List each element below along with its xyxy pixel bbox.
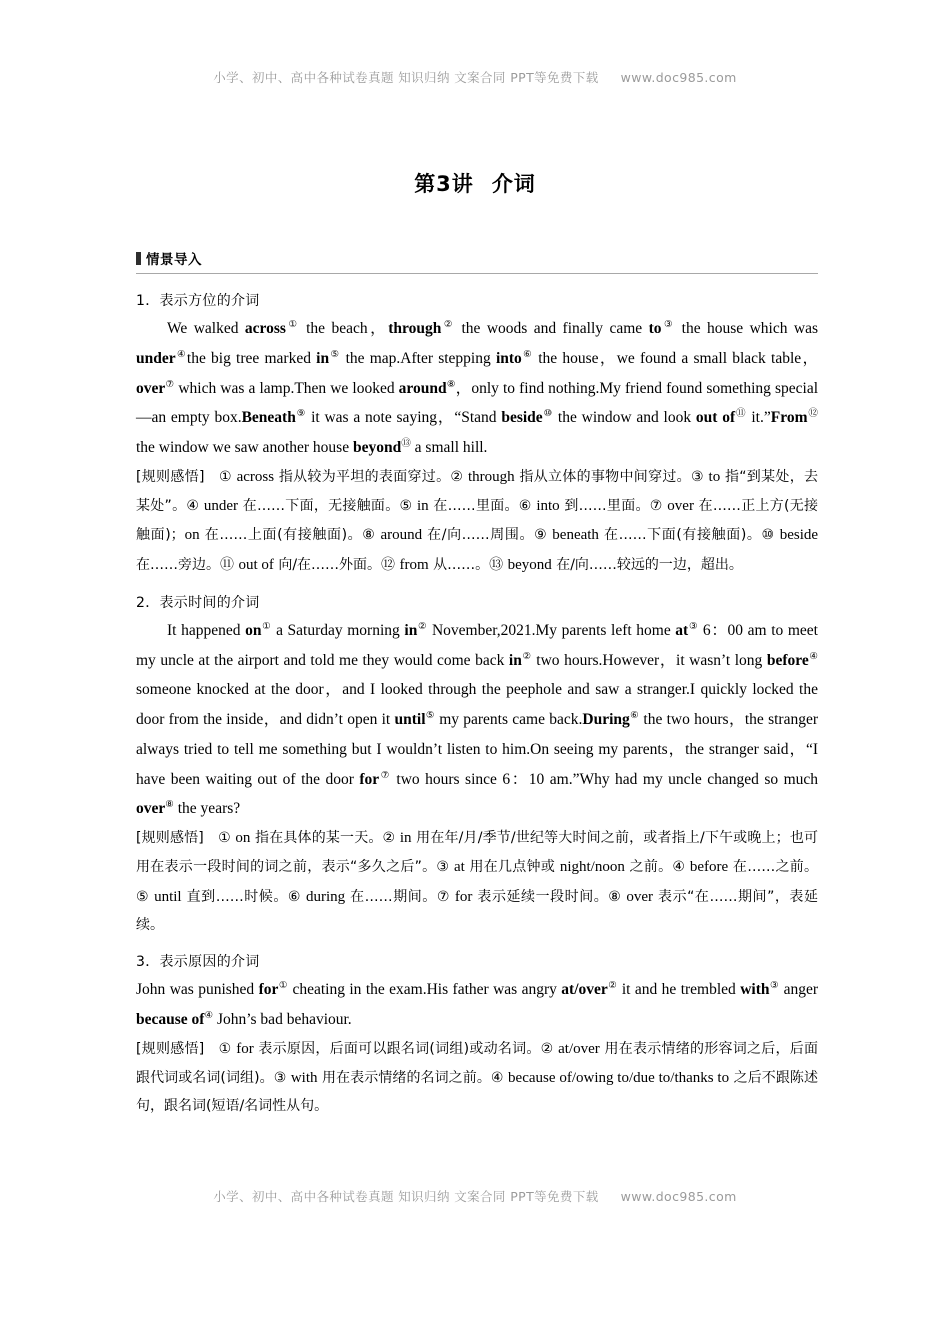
section-header-label: 情景导入: [146, 252, 202, 268]
page-title: [0, 168, 950, 198]
item-heading-2: 2．表示时间的介词: [136, 594, 260, 611]
watermark-url-bottom: www.doc985.com: [620, 1189, 737, 1204]
watermark-text: 小学、初中、高中各种试卷真题 知识归纳 文案合同 PPT等免费下载: [213, 70, 599, 85]
watermark-bottom: [0, 1187, 950, 1205]
item-passage-3: John was punished for① cheating in the exam.His father was angry at/over② it and he trembled with③ anger because of④ John’s bad behaviour.: [136, 979, 818, 1028]
item-block-2: [136, 592, 818, 939]
watermark-text-bottom: 小学、初中、高中各种试卷真题 知识归纳 文案合同 PPT等免费下载: [213, 1189, 599, 1204]
item-heading-3: 3．表示原因的介词: [136, 954, 260, 971]
item-rule-1: [规则感悟] ① across 指从较为平坦的表面穿过。② through 指从立体的事物中间穿过。③ to 指“到某处，去某处”。④ under 在……下面，无接触面。⑤ in 在……里面。⑥ into 到……里面。⑦ over 在……正上方(无接触面)；on 在……上面(有接触面)。⑧ around 在/向……周围。⑨ beneath 在……下面(有接触面)。⑩ beside 在……旁边。⑪ out of 向/在……外面。⑫ from 从……。⑬ beyond 在/向……较远的一边，超出。: [136, 468, 819, 573]
item-passage-2: It happened on① a Saturday morning in② November,2021.My parents left home at③ 6：00 am to meet my uncle at the airport and told me they would come back in② two hours.However，it wasn’t long before④ someone knocked at the door，and I looked through the peephole and saw a stranger.I quickly locked the door from the inside，and didn’t open it until⑤ my parents came back.During⑥ the two hours，the stranger always tried to tell me something but I wouldn’t listen to him.On seeing my parents，the stranger said，“I have been waiting out of the door for⑦ two hours since 6：10 am.”Why had my uncle changed so much over⑧ the years?: [136, 620, 819, 818]
item-block-3: [136, 951, 818, 1120]
item-heading-1: 1．表示方位的介词: [136, 293, 260, 309]
lecture-number: 第3讲: [414, 172, 474, 196]
item-rule-3: [规则感悟] ① for 表示原因，后面可以跟名词(词组)或动名词。② at/over 用在表示情绪的形容词之后，后面跟代词或名词(词组)。③ with 用在表示情绪的名词之前。④ because of/owing to/due to/thanks to 之后不跟陈述句，跟名词(短语/名词性从句。: [136, 1040, 819, 1115]
lecture-name: 介词: [491, 172, 536, 196]
item-block-1: [136, 290, 818, 580]
watermark-url: www.doc985.com: [620, 70, 737, 85]
item-passage-1: We walked across① the beach，through② the woods and finally came to③ the house which was under④the big tree marked in⑤ the map.After stepping into⑥ the house，we found a small black table，over⑦ which was a lamp.Then we looked around⑧，only to find nothing.My friend found something special—an empty box.Beneath⑨ it was a note saying，“Stand beside⑩ the window and look out of⑪ it.”From⑫ the window we saw another house beyond⑬ a small hill.: [136, 318, 819, 456]
document-content: [136, 248, 818, 1122]
watermark-top: [0, 68, 950, 86]
section-header: [136, 248, 818, 274]
section-marker-icon: [136, 252, 141, 265]
item-rule-2: [规则感悟] ① on 指在具体的某一天。② in 用在年/月/季节/世纪等大时间之前，或者指上/下午或晚上；也可用在表示一段时间的词之前，表示“多久之后”。③ at 用在几点钟或 night/noon 之前。④ before 在……之前。⑤ until 直到……时候。⑥ during 在……期间。⑦ for 表示延续一段时间。⑧ over 表示“在……期间”，表延续。: [136, 830, 818, 933]
